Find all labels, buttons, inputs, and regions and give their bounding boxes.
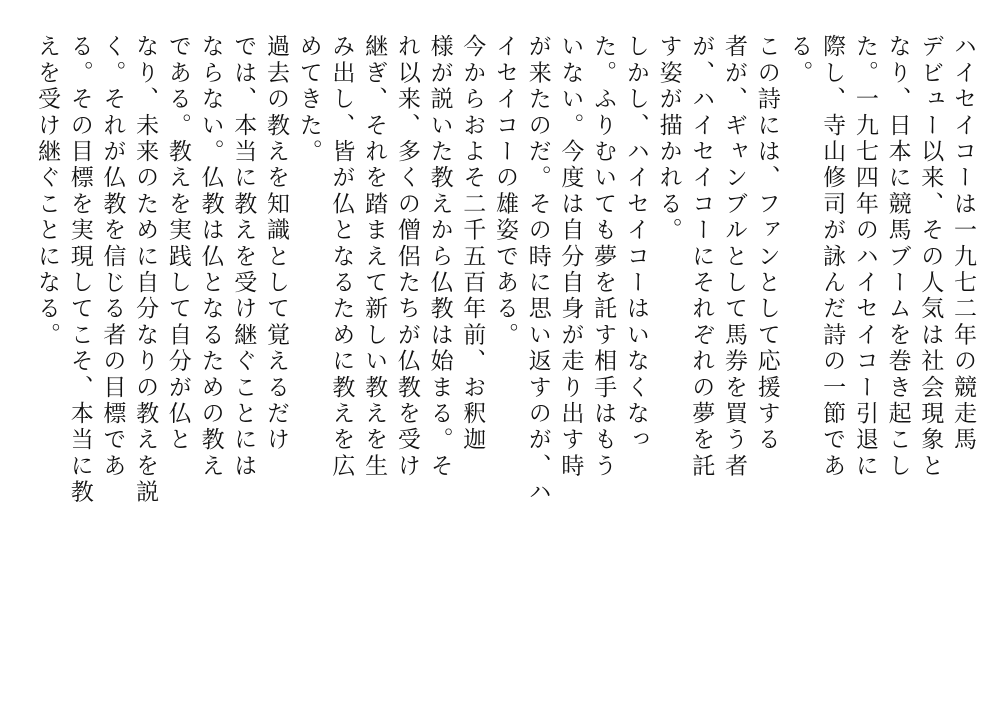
text-line: た。ふりむいても夢を託す相手はもう bbox=[590, 34, 617, 480]
text-line: 者が、ギャンブルとして馬券を買う者 bbox=[721, 34, 747, 480]
text-line: が、ハイセイコーにそれぞれの夢を託 bbox=[688, 34, 715, 480]
text-line: デビュー以来、その人気は社会現象と bbox=[917, 34, 944, 480]
text-line: えを受け継ぐことになる。 bbox=[34, 34, 60, 349]
text-line: く。それが仏教を信じる者の目標であ bbox=[99, 34, 126, 480]
text-line: なり、未来のために自分なりの教えを説 bbox=[132, 34, 159, 506]
text-line: しかし、ハイセイコーはいなくなっ bbox=[622, 34, 649, 454]
text-line: では、本当に教えを受け継ぐことには bbox=[230, 34, 257, 480]
text-line: いない。今度は自分自身が走り出す時 bbox=[557, 34, 584, 480]
text-line: 今からおよそ二千五百年前、お釈迦 bbox=[459, 34, 486, 454]
text-line: 継ぎ、それを踏まえて新しい教えを生 bbox=[361, 34, 388, 480]
text-line: 様が説いた教えから仏教は始まる。そ bbox=[426, 34, 453, 480]
text-line: である。教えを実践して自分が仏と bbox=[164, 34, 191, 454]
text-line: る。 bbox=[786, 34, 813, 87]
text-line: ならない。仏教は仏となるための教え bbox=[197, 34, 224, 480]
text-line: る。その目標を実現してこそ、本当に教 bbox=[66, 34, 93, 506]
text-line: た。一九七四年のハイセイコー引退に bbox=[851, 34, 878, 480]
text-line: 過去の教えを知識として覚えるだけ bbox=[263, 34, 289, 454]
text-line: イセイコーの雄姿である。 bbox=[492, 34, 518, 349]
text-line: が来たのだ。その時に思い返すのが、ハ bbox=[524, 34, 551, 506]
text-line: この詩には、ファンとして応援する bbox=[753, 34, 780, 454]
text-line: なり、日本に競馬ブームを巻き起こし bbox=[884, 34, 911, 480]
text-line: ハイセイコーは一九七二年の競走馬 bbox=[950, 34, 976, 454]
text-line: み出し、皆が仏となるために教えを広 bbox=[328, 34, 355, 480]
text-line: す姿が描かれる。 bbox=[655, 34, 682, 244]
text-line: 際し、寺山修司が詠んだ詩の一節であ bbox=[819, 34, 846, 480]
text-line: れ以来、多くの僧侶たちが仏教を受け bbox=[393, 34, 420, 480]
text-line: めてきた。 bbox=[295, 34, 322, 165]
